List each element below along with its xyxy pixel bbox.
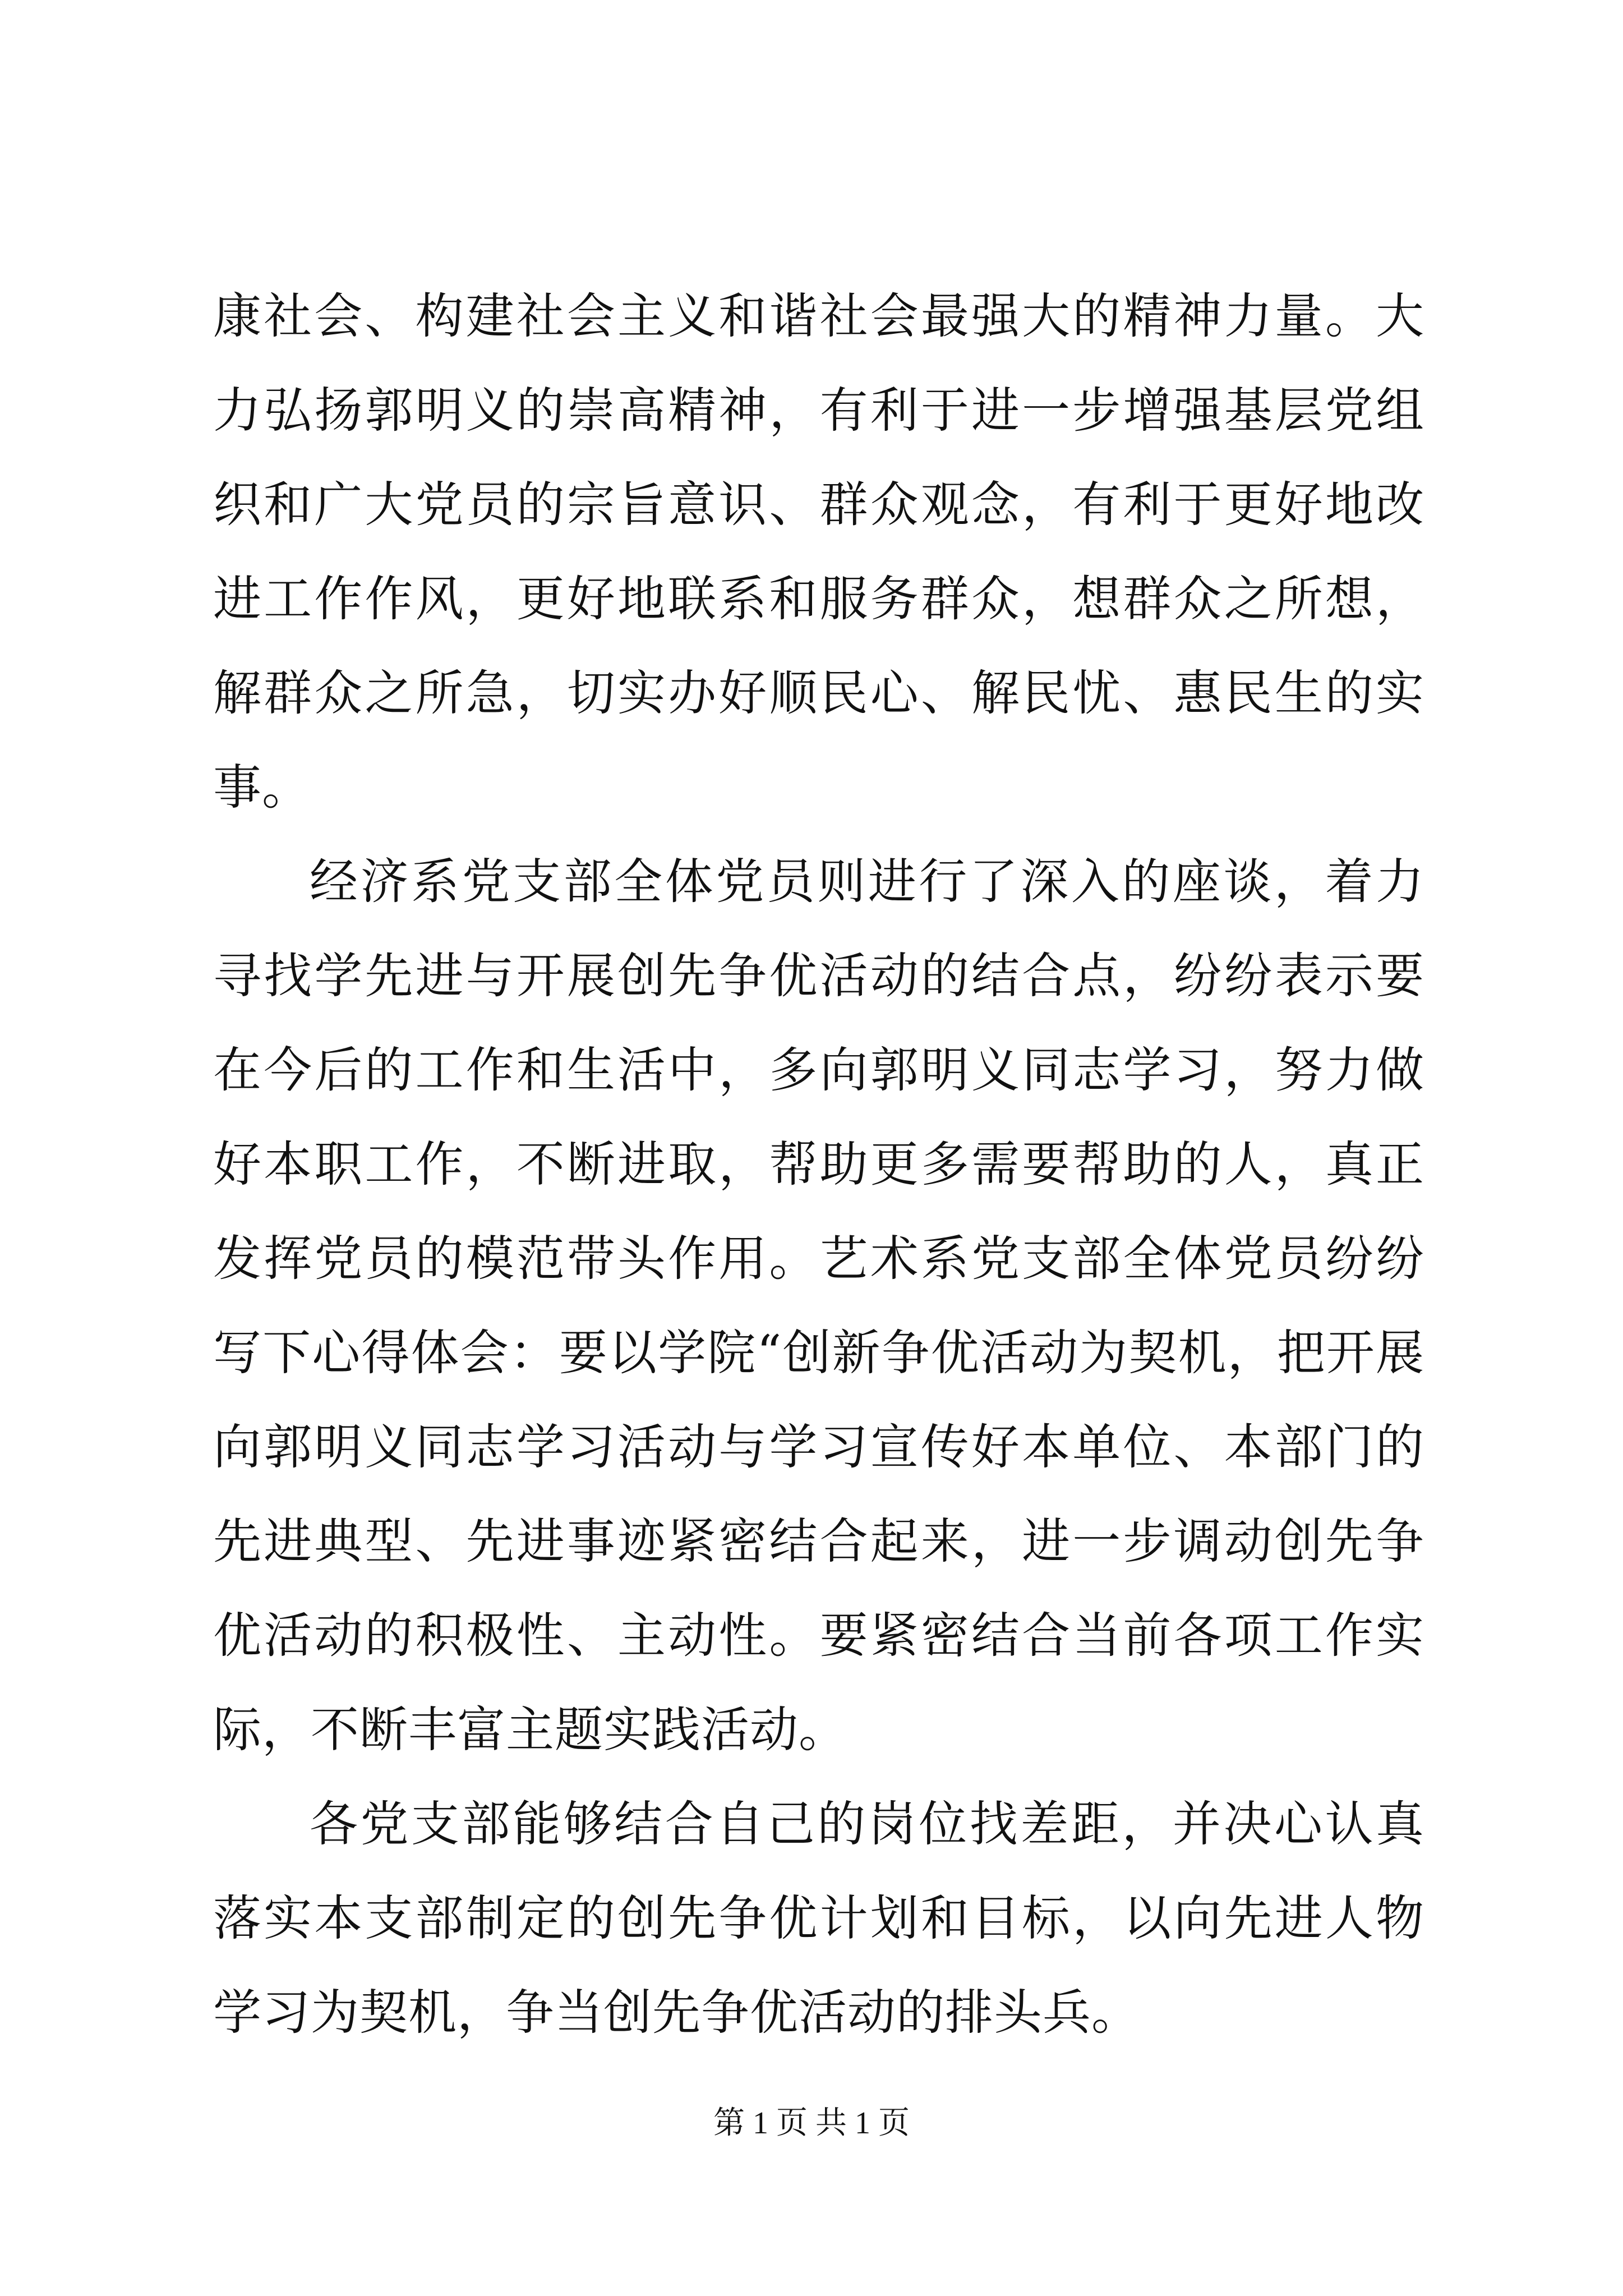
page-footer: 第 1 页 共 1 页 (713, 2106, 910, 2141)
paragraph-economics-dept: 经济系党支部全体党员则进行了深入的座谈，着力寻找学先进与开展创先争优活动的结合点，纷纷表示要在今后的工作和生活中，多向郭明义同志学习，努力做好本职工作，不断进取，帮助更多需要帮助的人，真正发挥党员的模范带头作用。艺术系党支部全体党员纷纷写下心得体会：要以学院“创新争优活动为契机，把开展向郭明义同志学习活动与学习宣传好本单位、本部门的先进典型、先进事迹紧密结合起来，进一步调动创先争优活动的积极性、主动性。要紧密结合当前各项工作实际，不断丰富主题实践活动。 (213, 854, 1424, 1758)
paragraph-continuation: 康社会、构建社会主义和谐社会最强大的精神力量。大力弘扬郭明义的崇高精神，有利于进一步增强基层党组织和广大党员的宗旨意识、群众观念，有利于更好地改进工作作风，更好地联系和服务群众，想群众之所想，解群众之所急，切实办好顺民心、解民忧、惠民生的实事。 (213, 288, 1424, 816)
document-body (213, 269, 1424, 2060)
paragraph-party-branches: 各党支部能够结合自己的岗位找差距，并决心认真落实本支部制定的创先争优计划和目标，以向先进人物学习为契机，争当创先争优活动的排头兵。 (213, 1796, 1424, 2041)
